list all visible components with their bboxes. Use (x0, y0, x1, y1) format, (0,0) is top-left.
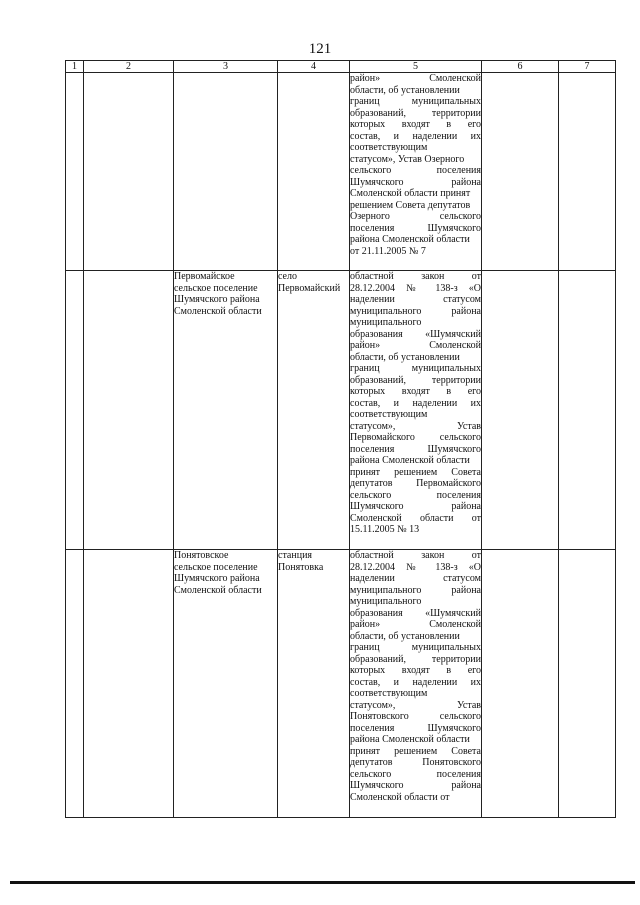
cell-line: границ муниципальных (350, 642, 481, 653)
cell-line: статусом», Устав (350, 420, 481, 432)
cell-line: Озерного сельского (350, 211, 481, 222)
cell-settlement (174, 73, 278, 271)
cell-line: которых входят в его (350, 665, 481, 676)
cell-line: Первомайского сельского (350, 432, 481, 443)
table-row (66, 550, 616, 818)
cell-line: 28.12.2004 № 138-з «О (350, 282, 481, 294)
cell-line: Понятовское (174, 550, 229, 561)
cell-empty (559, 271, 616, 550)
cell-line: Шумячского района (350, 501, 481, 512)
column-header: 1 (66, 61, 84, 73)
cell-municipal-district (84, 73, 174, 271)
cell-line: поселения Шумячского (350, 222, 481, 234)
cell-line: района Смоленской области (350, 734, 470, 745)
cell-admin-center (278, 73, 350, 271)
cell-line: сельское поселение (174, 561, 258, 573)
cell-line: поселения Шумячского (350, 722, 481, 734)
cell-line: сельского поселения (350, 768, 481, 780)
cell-line: 15.11.2005 № 13 (350, 524, 420, 535)
column-header: 4 (278, 61, 350, 73)
cell-line: Понятовка (278, 561, 324, 573)
cell-line: Шумячского района (174, 573, 260, 584)
cell-line: район» Смоленской (350, 340, 481, 351)
column-header: 6 (482, 61, 559, 73)
cell-number (66, 73, 84, 271)
cell-line: состав, и наделении их (350, 676, 481, 688)
cell-empty (559, 73, 616, 271)
cell-line: Понятовского сельского (350, 711, 481, 722)
cell-line: которых входят в его (350, 386, 481, 397)
cell-line: муниципального района (350, 584, 481, 596)
page-number: 121 (308, 41, 332, 57)
cell-empty (482, 271, 559, 550)
cell-empty (559, 550, 616, 818)
cell-line: решением Совета депутатов (350, 199, 471, 211)
cell-line: соответствующим (350, 142, 428, 153)
cell-line: Смоленской области (174, 584, 262, 596)
cell-number (66, 550, 84, 818)
cell-line: от 21.11.2005 № 7 (350, 245, 426, 257)
cell-line: район» Смоленской (350, 73, 481, 84)
cell-line: состав, и наделении их (350, 397, 481, 409)
cell-admin-center (278, 271, 350, 550)
cell-line: Смоленской области от (350, 791, 450, 803)
cell-settlement (174, 550, 278, 818)
cell-line: Шумячского района (350, 780, 481, 791)
cell-line: района Смоленской области (350, 234, 470, 245)
cell-line: станция (278, 550, 313, 561)
cell-line: Смоленской области от (350, 512, 481, 524)
cell-line: Шумячского района (350, 176, 481, 188)
cell-line: статусом», Устав (350, 699, 481, 711)
cell-line: образований, территории (350, 653, 481, 665)
cell-line: образования «Шумячский (350, 607, 481, 619)
column-header: 2 (84, 61, 174, 73)
cell-line: наделении статусом (350, 573, 481, 584)
cell-line: поселения Шумячского (350, 443, 481, 455)
cell-line: депутатов Понятовского (350, 757, 481, 768)
cell-settlement (174, 271, 278, 550)
cell-line: которых входят в его (350, 119, 481, 130)
cell-legal-basis (350, 271, 482, 550)
cell-line: области, об установлении (350, 351, 460, 363)
cell-line: состав, и наделении их (350, 130, 481, 142)
cell-line: областной закон от (350, 550, 481, 561)
table-row (66, 73, 616, 271)
cell-line: район» Смоленской (350, 619, 481, 630)
cell-line: образований, территории (350, 107, 481, 119)
cell-line: сельского поселения (350, 165, 481, 176)
cell-line: области, об установлении (350, 630, 460, 642)
cell-municipal-district (84, 550, 174, 818)
column-header: 3 (174, 61, 278, 73)
cell-line: муниципального (350, 317, 422, 328)
bottom-rule (10, 881, 635, 884)
cell-line: село (278, 271, 297, 282)
cell-line: границ муниципальных (350, 96, 481, 107)
cell-line: Первомайское (174, 271, 235, 282)
cell-line: Первомайский (278, 282, 341, 294)
cell-line: областной закон от (350, 271, 481, 282)
cell-line: принят решением Совета (350, 466, 481, 478)
cell-number (66, 271, 84, 550)
cell-line: принят решением Совета (350, 745, 481, 757)
table-header-row (66, 61, 616, 73)
table-row (66, 271, 616, 550)
cell-legal-basis (350, 73, 482, 271)
column-header: 7 (559, 61, 616, 73)
column-header: 5 (350, 61, 482, 73)
cell-municipal-district (84, 271, 174, 550)
cell-line: образований, территории (350, 374, 481, 386)
cell-line: наделении статусом (350, 294, 481, 305)
cell-line: 28.12.2004 № 138-з «О (350, 561, 481, 573)
cell-line: Смоленской области (174, 305, 262, 317)
cell-admin-center (278, 550, 350, 818)
cell-line: депутатов Первомайского (350, 478, 481, 489)
cell-line: статусом», Устав Озерного (350, 153, 465, 165)
cell-line: муниципального района (350, 305, 481, 317)
cell-line: сельского поселения (350, 489, 481, 501)
cell-line: сельское поселение (174, 282, 258, 294)
cell-legal-basis (350, 550, 482, 818)
settlements-table (65, 60, 616, 818)
cell-line: района Смоленской области (350, 455, 470, 466)
cell-line: Смоленской области принят (350, 188, 471, 199)
cell-line: соответствующим (350, 409, 428, 420)
cell-line: Шумячского района (174, 294, 260, 305)
cell-line: муниципального (350, 596, 422, 607)
cell-line: образования «Шумячский (350, 328, 481, 340)
cell-line: границ муниципальных (350, 363, 481, 374)
cell-line: области, об установлении (350, 84, 460, 96)
cell-empty (482, 550, 559, 818)
cell-empty (482, 73, 559, 271)
cell-line: соответствующим (350, 688, 428, 699)
